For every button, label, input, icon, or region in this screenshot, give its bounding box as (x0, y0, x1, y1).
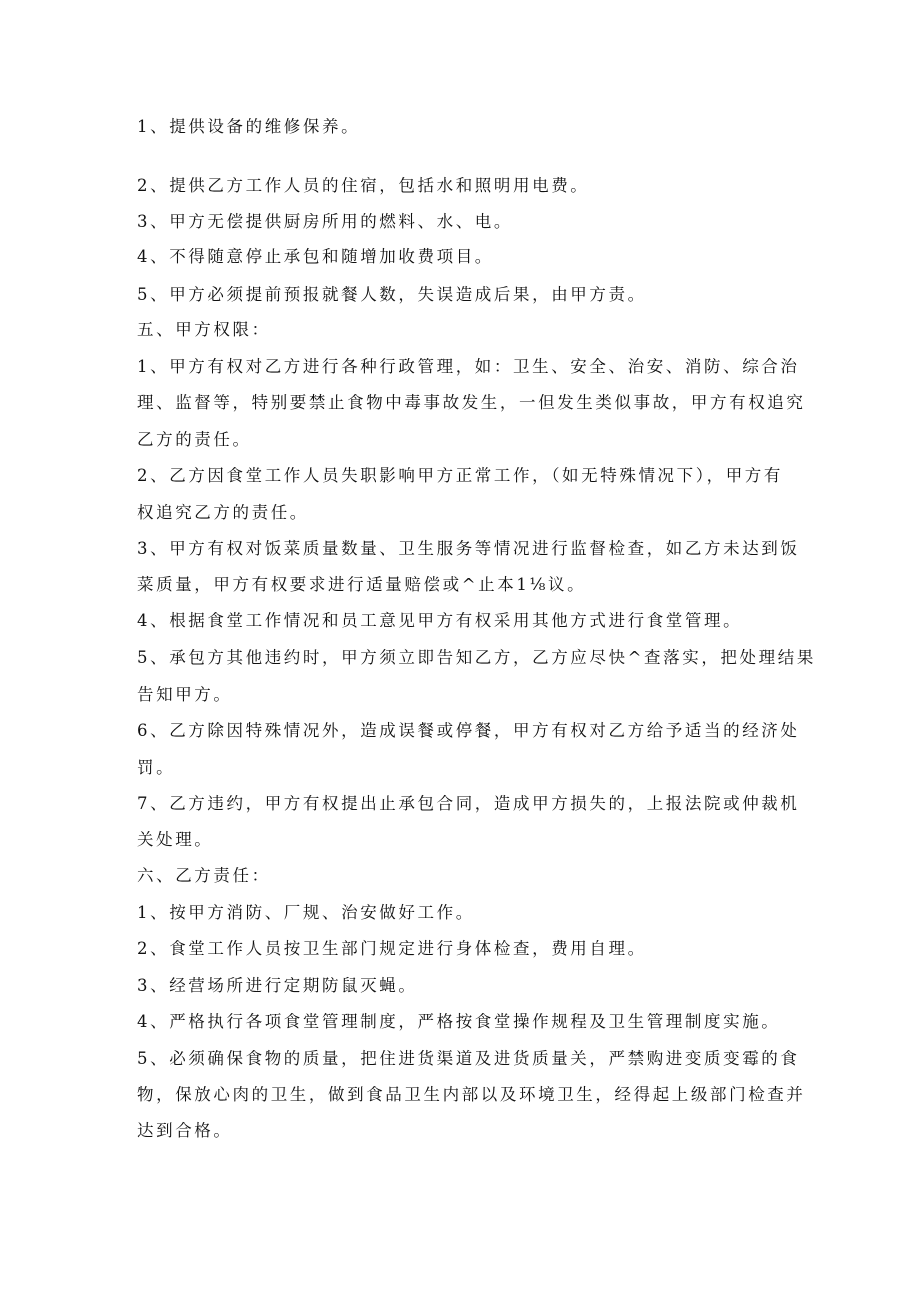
text-line: 5、必须确保食物的质量，把住进货渠道及进货质量关，严禁购进变质变霉的食 (137, 1049, 800, 1068)
text-line: 达到合格。 (137, 1121, 233, 1140)
section-heading: 五、甲方权限： (137, 320, 271, 339)
text-line: 2、食堂工作人员按卫生部门规定进行身体检查，费用自理。 (137, 939, 647, 958)
text-line: 4、不得随意停止承包和随增加收费项目。 (137, 247, 494, 266)
text-line: 3、经营场所进行定期防鼠灭蝇。 (137, 976, 418, 995)
text-line: 3、甲方有权对饭菜质量数量、卫生服务等情况进行监督检查，如乙方未达到饭 (137, 539, 800, 558)
text-line: 权追究乙方的责任。 (137, 503, 309, 522)
text-line: 关处理。 (137, 830, 214, 849)
text-line: 罚。 (137, 758, 176, 777)
text-line: 1、按甲方消防、厂规、治安做好工作。 (137, 903, 475, 922)
text-line: 1、提供设备的维修保养。 (137, 117, 361, 136)
text-line: 6、乙方除因特殊情况外，造成误餐或停餐，甲方有权对乙方给予适当的经济处 (137, 721, 800, 740)
text-line: 4、严格执行各项食堂管理制度，严格按食堂操作规程及卫生管理制度实施。 (137, 1012, 781, 1031)
text-line: 理、监督等，特别要禁止食物中毒事故发生，一但发生类似事故，甲方有权追究 (137, 393, 806, 412)
text-line: 乙方的责任。 (137, 430, 252, 449)
text-line: 菜质量，甲方有权要求进行适量赔偿或^止本1⅛议。 (137, 575, 587, 594)
text-line: 4、根据食堂工作情况和员工意见甲方有权采用其他方式进行食堂管理。 (137, 611, 743, 630)
text-line: 7、乙方违约，甲方有权提出止承包合同，造成甲方损失的，上报法院或仲裁机 (137, 794, 800, 813)
text-line: 5、承包方其他违约时，甲方须立即告知乙方，乙方应尽快^查落实，把处理结果 (137, 648, 816, 667)
text-line: 2、乙方因食堂工作人员失职影响甲方正常工作，（如无特殊情况下），甲方有 (137, 466, 783, 485)
text-line: 5、甲方必须提前预报就餐人数，失误造成后果，由甲方责。 (137, 285, 647, 304)
text-line: 3、甲方无偿提供厨房所用的燃料、水、电。 (137, 212, 513, 231)
section-heading: 六、乙方责任： (137, 866, 271, 885)
text-line: 物，保放心肉的卫生，做到食品卫生内部以及环境卫生，经得起上级部门检查并 (137, 1085, 806, 1104)
text-line: 告知甲方。 (137, 685, 233, 704)
text-line: 1、甲方有权对乙方进行各种行政管理，如：卫生、安全、治安、消防、综合治 (137, 357, 800, 376)
text-line: 2、提供乙方工作人员的住宿，包括水和照明用电费。 (137, 176, 590, 195)
